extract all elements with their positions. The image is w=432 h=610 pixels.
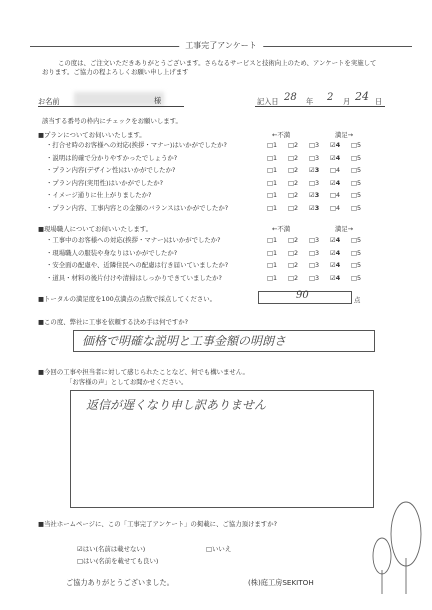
site-question-3: ・安全面の配慮や、近隣住民への配慮は行き届いていましたか? — [46, 261, 229, 270]
plan-rating-6-option-3-checked[interactable]: ☑3 — [309, 204, 320, 212]
publish-question: ■当社ホームページに、この「工事完了アンケート」の掲載に、ご協力頂けますか? — [38, 520, 277, 528]
comment-sub: 「お客様の声」としてお聞かせください。 — [66, 378, 188, 386]
scale-high-2: 満足→ — [335, 225, 354, 233]
plan-rating-3-option-1[interactable]: □1 — [267, 166, 278, 175]
plan-rating-4-option-2[interactable]: □2 — [288, 178, 299, 187]
site-rating-1-option-5[interactable]: □5 — [351, 236, 362, 244]
plan-rating-4-option-4-checked[interactable]: ☑4 — [330, 178, 341, 187]
reason-question: ■この度、弊社に工事を依頼する決め手は何ですか? — [38, 318, 189, 326]
plan-rating-2-option-3[interactable]: □3 — [309, 153, 320, 162]
site-rating-1-option-3[interactable]: □3 — [309, 236, 320, 244]
plan-question-4: ・プラン内容(実用性)はいかがでしたか? — [46, 178, 164, 187]
site-rating-3 — [267, 261, 372, 269]
date-day-unit: 日 — [375, 97, 383, 106]
publish-yes-anon-label: はい(名前は載せない) — [82, 545, 146, 553]
plan-question-5: ・イメージ通りに仕上がりましたか? — [46, 191, 152, 200]
site-rating-1 — [267, 236, 372, 244]
tree-illustration — [368, 498, 424, 598]
tree-crown-small — [373, 538, 391, 574]
publish-yes-anon — [77, 545, 145, 553]
plan-rating-1-option-1[interactable]: □1 — [267, 141, 278, 149]
scale-low-2: ←不満 — [272, 225, 291, 233]
plan-rating-6-option-4[interactable]: □4 — [330, 204, 341, 212]
score-unit: 点 — [354, 296, 361, 304]
plan-rating-1-option-3[interactable]: □3 — [309, 141, 320, 149]
site-rating-1-option-1[interactable]: □1 — [267, 236, 278, 244]
plan-rating-1-option-4-checked[interactable]: ☑4 — [330, 141, 341, 149]
plan-header: ■プランについてお伺いいたします。 — [38, 131, 146, 139]
tree-crown-large — [391, 502, 421, 566]
site-question-2: ・現場職人の服装や身なりはいかがでしたか? — [46, 248, 178, 257]
scale-low-1: ←不満 — [272, 131, 291, 139]
plan-rating-2 — [267, 154, 372, 162]
footer-company: (株)庭工房SEKITOH — [248, 578, 314, 587]
page-title: 工事完了アンケート — [179, 40, 263, 52]
site-rating-1-option-4-checked[interactable]: ☑4 — [330, 236, 341, 244]
plan-rating-3-option-4[interactable]: □4 — [330, 166, 341, 175]
site-rating-2-option-4-checked[interactable]: ☑4 — [330, 248, 341, 257]
site-rating-4-option-1[interactable]: □1 — [267, 273, 278, 282]
publish-no-label: いいえ — [212, 545, 232, 553]
plan-rating-6-option-2[interactable]: □2 — [288, 204, 299, 212]
name-blurred — [74, 92, 164, 106]
site-rating-4-option-3[interactable]: □3 — [309, 273, 320, 282]
reason-answer: 価格で明確な説明と工事金額の明朗さ — [82, 334, 287, 348]
name-label: お名前 — [38, 97, 60, 106]
plan-rating-4-option-5[interactable]: □5 — [351, 178, 362, 187]
plan-rating-5-option-5[interactable]: □5 — [351, 191, 362, 200]
publish-no — [206, 545, 231, 553]
date-label: 記入日 — [257, 97, 279, 106]
site-rating-2-option-2[interactable]: □2 — [288, 248, 299, 257]
plan-rating-3-option-5[interactable]: □5 — [351, 166, 362, 175]
site-rating-2-option-1[interactable]: □1 — [267, 248, 278, 257]
instruction: 該当する番号の枠内にチェックをお願いします。 — [42, 117, 182, 125]
total-question: ■トータルの満足度を100点満点の点数で採点してください。 — [38, 295, 217, 303]
site-rating-4 — [267, 274, 372, 282]
comment-question: ■今回の工事や担当者に対して感じられたことなど、何でも構いません。 — [38, 368, 249, 376]
site-question-4: ・道具・材料の後片付けや清掃はしっかりできていましたか? — [46, 273, 222, 282]
intro-line-1: この度は、ご注文いただきありがとうございます。さらなるサービスと技術向上のため、アンケートを実施して — [58, 59, 377, 67]
scale-high-1: 満足→ — [335, 131, 354, 139]
publish-no-checkbox: □ — [206, 545, 213, 553]
title-bar — [30, 40, 412, 52]
comment-answer: 返信が遅くなり申し訳ありません — [86, 398, 267, 412]
site-rating-3-option-2[interactable]: □2 — [288, 261, 299, 270]
publish-yes-name-label: はい(名前を載せても良い) — [83, 557, 159, 565]
site-rating-2-option-5[interactable]: □5 — [351, 248, 362, 257]
site-rating-1-option-2[interactable]: □2 — [288, 236, 299, 244]
plan-rating-4-option-3[interactable]: □3 — [309, 178, 320, 187]
plan-rating-1-option-2[interactable]: □2 — [288, 141, 299, 149]
plan-rating-5-option-2[interactable]: □2 — [288, 191, 299, 200]
site-rating-3-option-4-checked[interactable]: ☑4 — [330, 261, 341, 270]
plan-rating-5-option-4[interactable]: □4 — [330, 191, 341, 200]
plan-rating-6 — [267, 204, 372, 212]
plan-rating-2-option-5[interactable]: □5 — [351, 153, 362, 162]
site-rating-4-option-4-checked[interactable]: ☑4 — [330, 273, 341, 282]
plan-rating-3-option-2[interactable]: □2 — [288, 166, 299, 175]
plan-question-6: ・プラン内容、工事内容との金額のバランスはいかがでしたか? — [46, 204, 229, 212]
date-day: 24 — [355, 90, 369, 103]
plan-question-1: ・打合せ時のお客様への対応(挨拶・マナー)はいかがでしたか? — [46, 141, 227, 149]
site-rating-4-option-2[interactable]: □2 — [288, 273, 299, 282]
site-rating-3-option-1[interactable]: □1 — [267, 261, 278, 270]
plan-rating-5-option-1[interactable]: □1 — [267, 191, 278, 200]
plan-rating-2-option-2[interactable]: □2 — [288, 153, 299, 162]
site-rating-4-option-5[interactable]: □5 — [351, 273, 362, 282]
date-underline — [255, 106, 385, 107]
plan-rating-6-option-5[interactable]: □5 — [351, 204, 362, 212]
name-suffix: 様 — [154, 96, 162, 105]
plan-rating-3 — [267, 166, 372, 174]
plan-rating-2-option-4-checked[interactable]: ☑4 — [330, 153, 341, 162]
publish-yes-name — [77, 557, 158, 565]
plan-rating-1 — [267, 141, 372, 149]
date-year-unit: 年 — [306, 97, 314, 106]
plan-rating-4-option-1[interactable]: □1 — [267, 178, 278, 187]
site-rating-2-option-3[interactable]: □3 — [309, 248, 320, 257]
date-month-unit: 月 — [343, 97, 351, 106]
plan-rating-6-option-1[interactable]: □1 — [267, 204, 278, 212]
plan-rating-2-option-1[interactable]: □1 — [267, 153, 278, 162]
footer-thanks: ご協力ありがとうございました。 — [66, 578, 174, 587]
publish-yes-name-checkbox: □ — [77, 557, 84, 565]
site-header: ■現場職人についてお伺いいたします。 — [38, 225, 153, 233]
plan-rating-3-option-3-checked[interactable]: ☑3 — [309, 166, 320, 175]
plan-rating-4 — [267, 179, 372, 187]
site-rating-3-option-3[interactable]: □3 — [309, 261, 320, 270]
site-rating-2 — [267, 249, 372, 257]
plan-rating-5-option-3-checked[interactable]: ☑3 — [309, 191, 320, 200]
date-year: 28 — [284, 92, 297, 103]
intro-line-2: おります。ご協力の程よろしくお願い申し上げます — [42, 68, 189, 76]
score-value: 90 — [296, 290, 309, 301]
date-month: 2 — [327, 92, 334, 103]
publish-yes-anon-checkbox: ☑ — [77, 545, 83, 553]
site-rating-3-option-5[interactable]: □5 — [351, 261, 362, 270]
plan-rating-1-option-5[interactable]: □5 — [351, 141, 362, 149]
plan-question-2: ・説明は的確で分かりやすかったでしょうか? — [46, 153, 178, 162]
plan-rating-5 — [267, 191, 372, 199]
name-underline — [38, 106, 184, 107]
site-question-1: ・工事中のお客様への対応(挨拶・マナー)はいかがでしたか? — [46, 236, 221, 244]
plan-question-3: ・プラン内容(デザイン性)はいかがでしたか? — [46, 166, 176, 175]
